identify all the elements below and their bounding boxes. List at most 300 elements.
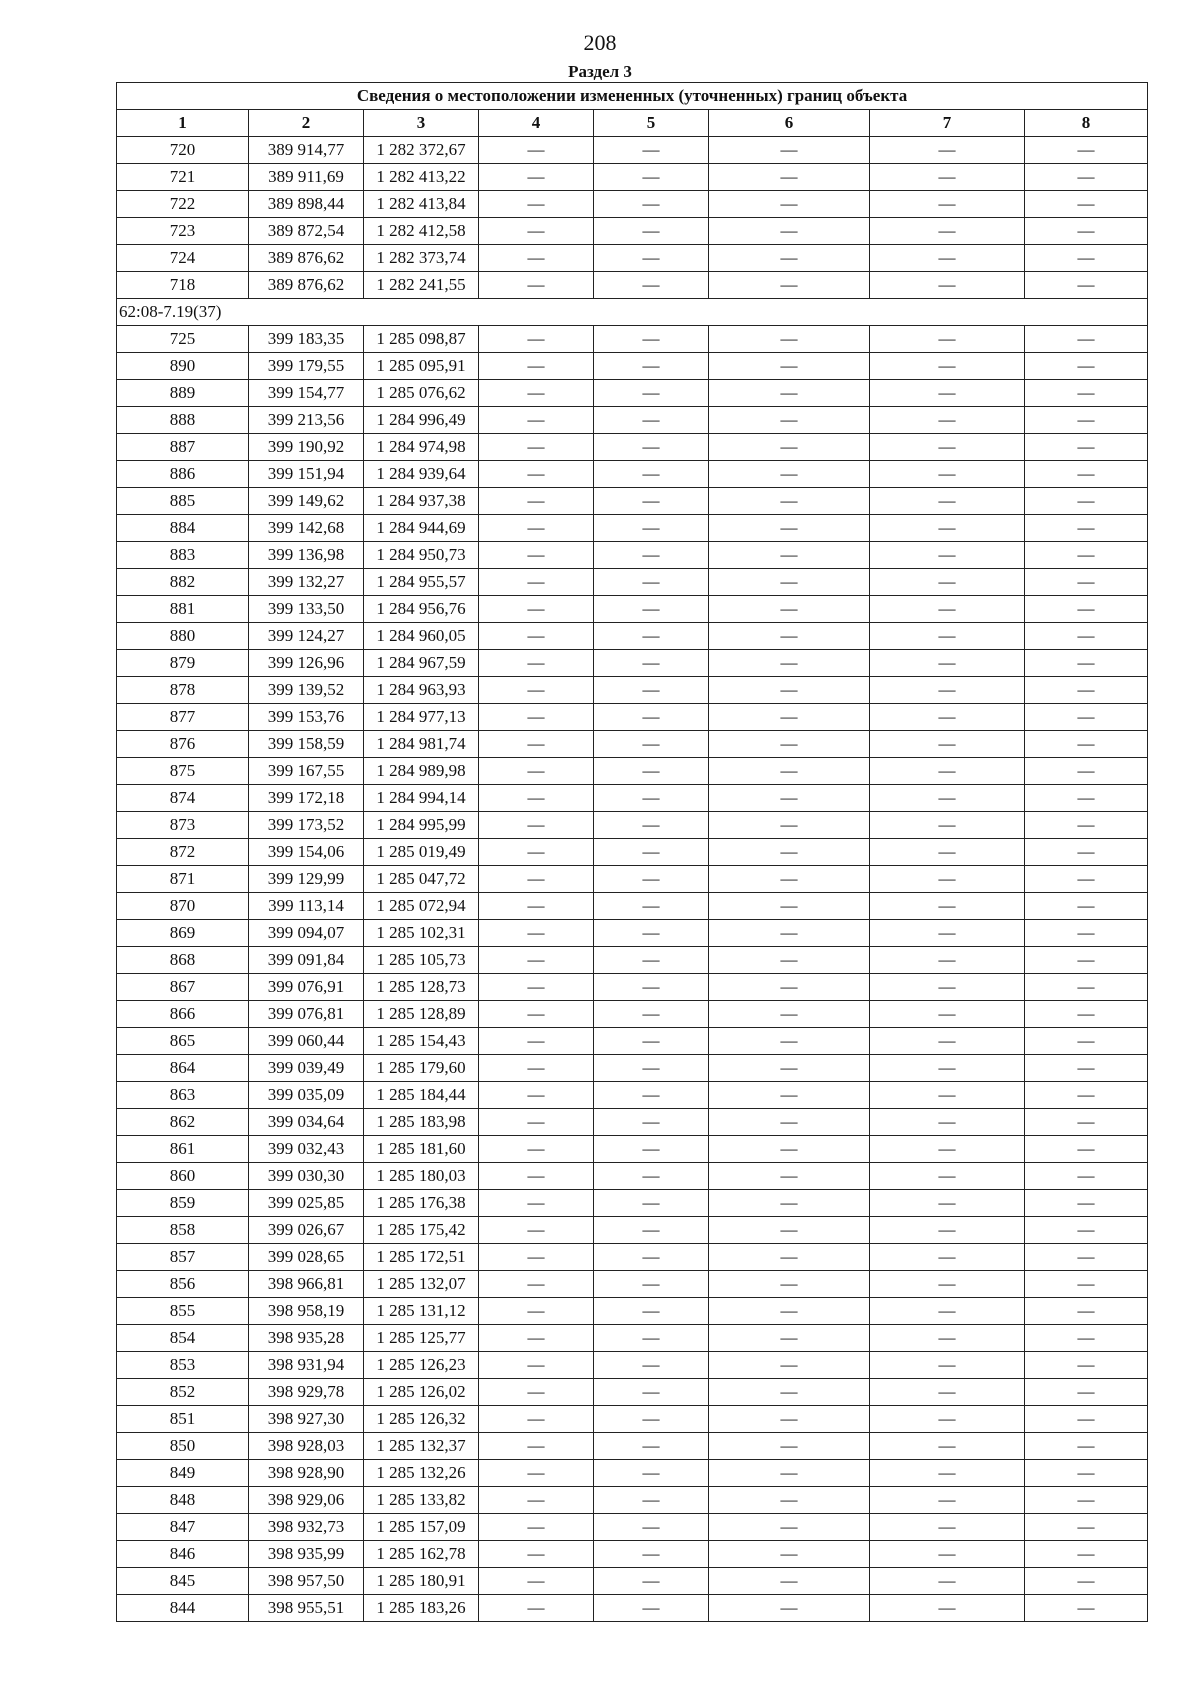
dash-cell: —: [1025, 353, 1148, 380]
dash-cell: —: [870, 623, 1025, 650]
dash-cell: —: [479, 137, 594, 164]
dash-cell: —: [870, 272, 1025, 299]
x-coordinate-cell: 399 094,07: [249, 920, 364, 947]
point-number-cell: 886: [117, 461, 249, 488]
dash-cell: —: [594, 515, 709, 542]
x-coordinate-cell: 399 136,98: [249, 542, 364, 569]
point-number-cell: 889: [117, 380, 249, 407]
dash-cell: —: [709, 1406, 870, 1433]
y-coordinate-cell: 1 282 372,67: [364, 137, 479, 164]
dash-cell: —: [1025, 1244, 1148, 1271]
dash-cell: —: [870, 380, 1025, 407]
dash-cell: —: [870, 1460, 1025, 1487]
dash-cell: —: [709, 1028, 870, 1055]
dash-cell: —: [479, 839, 594, 866]
point-number-cell: 876: [117, 731, 249, 758]
dash-cell: —: [1025, 1541, 1148, 1568]
y-coordinate-cell: 1 284 939,64: [364, 461, 479, 488]
dash-cell: —: [709, 812, 870, 839]
dash-cell: —: [870, 758, 1025, 785]
point-number-cell: 875: [117, 758, 249, 785]
dash-cell: —: [870, 434, 1025, 461]
dash-cell: —: [709, 839, 870, 866]
y-coordinate-cell: 1 285 183,98: [364, 1109, 479, 1136]
dash-cell: —: [594, 164, 709, 191]
dash-cell: —: [1025, 893, 1148, 920]
table-row: [117, 164, 1148, 191]
dash-cell: —: [594, 407, 709, 434]
x-coordinate-cell: 389 914,77: [249, 137, 364, 164]
dash-cell: —: [1025, 164, 1148, 191]
dash-cell: —: [594, 326, 709, 353]
y-coordinate-cell: 1 285 175,42: [364, 1217, 479, 1244]
point-number-cell: 890: [117, 353, 249, 380]
dash-cell: —: [870, 488, 1025, 515]
table-title-row: [117, 83, 1148, 110]
dash-cell: —: [1025, 866, 1148, 893]
dash-cell: —: [709, 866, 870, 893]
group-separator: [117, 299, 1148, 326]
point-number-cell: 873: [117, 812, 249, 839]
dash-cell: —: [870, 1028, 1025, 1055]
x-coordinate-cell: 398 955,51: [249, 1595, 364, 1622]
dash-cell: —: [594, 1541, 709, 1568]
dash-cell: —: [709, 164, 870, 191]
dash-cell: —: [479, 1055, 594, 1082]
rows-group-37: [117, 326, 1148, 1622]
dash-cell: —: [870, 812, 1025, 839]
dash-cell: —: [594, 1109, 709, 1136]
dash-cell: —: [870, 218, 1025, 245]
dash-cell: —: [709, 272, 870, 299]
column-header: 3: [364, 110, 479, 137]
dash-cell: —: [1025, 488, 1148, 515]
point-number-cell: 851: [117, 1406, 249, 1433]
table-row: [117, 1217, 1148, 1244]
point-number-cell: 725: [117, 326, 249, 353]
dash-cell: —: [479, 947, 594, 974]
dash-cell: —: [870, 1190, 1025, 1217]
page-number: 208: [583, 30, 617, 55]
x-coordinate-cell: 389 911,69: [249, 164, 364, 191]
x-coordinate-cell: 389 872,54: [249, 218, 364, 245]
dash-cell: —: [1025, 137, 1148, 164]
point-number-cell: 887: [117, 434, 249, 461]
dash-cell: —: [479, 1082, 594, 1109]
y-coordinate-cell: 1 284 950,73: [364, 542, 479, 569]
dash-cell: —: [594, 947, 709, 974]
coordinates-table: [116, 82, 1148, 1622]
dash-cell: —: [1025, 218, 1148, 245]
column-header: 5: [594, 110, 709, 137]
dash-cell: —: [1025, 542, 1148, 569]
point-number-cell: 858: [117, 1217, 249, 1244]
dash-cell: —: [479, 1298, 594, 1325]
table-row: [117, 839, 1148, 866]
point-number-cell: 846: [117, 1541, 249, 1568]
y-coordinate-cell: 1 284 944,69: [364, 515, 479, 542]
dash-cell: —: [870, 839, 1025, 866]
point-number-cell: 870: [117, 893, 249, 920]
x-coordinate-cell: 398 935,28: [249, 1325, 364, 1352]
y-coordinate-cell: 1 285 098,87: [364, 326, 479, 353]
table-row: [117, 569, 1148, 596]
dash-cell: —: [1025, 1271, 1148, 1298]
y-coordinate-cell: 1 284 960,05: [364, 623, 479, 650]
dash-cell: —: [870, 1055, 1025, 1082]
y-coordinate-cell: 1 284 937,38: [364, 488, 479, 515]
dash-cell: —: [870, 1541, 1025, 1568]
table-row: [117, 1136, 1148, 1163]
column-header: 1: [117, 110, 249, 137]
x-coordinate-cell: 389 876,62: [249, 245, 364, 272]
point-number-cell: 868: [117, 947, 249, 974]
dash-cell: —: [870, 1433, 1025, 1460]
table-row: [117, 272, 1148, 299]
table-row: [117, 1028, 1148, 1055]
dash-cell: —: [594, 1595, 709, 1622]
x-coordinate-cell: 399 173,52: [249, 812, 364, 839]
table-row: [117, 1352, 1148, 1379]
point-number-cell: 844: [117, 1595, 249, 1622]
dash-cell: —: [479, 1001, 594, 1028]
point-number-cell: 871: [117, 866, 249, 893]
dash-cell: —: [594, 137, 709, 164]
x-coordinate-cell: 399 060,44: [249, 1028, 364, 1055]
dash-cell: —: [479, 677, 594, 704]
dash-cell: —: [1025, 1001, 1148, 1028]
x-coordinate-cell: 399 213,56: [249, 407, 364, 434]
dash-cell: —: [870, 1109, 1025, 1136]
dash-cell: —: [479, 650, 594, 677]
point-number-cell: 879: [117, 650, 249, 677]
dash-cell: —: [1025, 272, 1148, 299]
table-row: [117, 1406, 1148, 1433]
point-number-cell: 872: [117, 839, 249, 866]
dash-cell: —: [709, 326, 870, 353]
y-coordinate-cell: 1 284 996,49: [364, 407, 479, 434]
dash-cell: —: [870, 947, 1025, 974]
point-number-cell: 888: [117, 407, 249, 434]
dash-cell: —: [870, 407, 1025, 434]
dash-cell: —: [709, 893, 870, 920]
dash-cell: —: [709, 677, 870, 704]
dash-cell: —: [479, 1514, 594, 1541]
group-label: 62:08-7.19(37): [117, 299, 1148, 326]
dash-cell: —: [479, 812, 594, 839]
point-number-cell: 863: [117, 1082, 249, 1109]
table-row: [117, 1460, 1148, 1487]
dash-cell: —: [870, 785, 1025, 812]
y-coordinate-cell: 1 285 133,82: [364, 1487, 479, 1514]
point-number-cell: 723: [117, 218, 249, 245]
dash-cell: —: [870, 542, 1025, 569]
x-coordinate-cell: 399 124,27: [249, 623, 364, 650]
table-row: [117, 1514, 1148, 1541]
dash-cell: —: [594, 245, 709, 272]
table-row: [117, 542, 1148, 569]
dash-cell: —: [709, 974, 870, 1001]
dash-cell: —: [1025, 731, 1148, 758]
dash-cell: —: [479, 434, 594, 461]
y-coordinate-cell: 1 285 047,72: [364, 866, 479, 893]
y-coordinate-cell: 1 282 413,84: [364, 191, 479, 218]
point-number-cell: 720: [117, 137, 249, 164]
table-row: [117, 407, 1148, 434]
dash-cell: —: [479, 704, 594, 731]
table-row: [117, 785, 1148, 812]
table-row: [117, 704, 1148, 731]
dash-cell: —: [870, 1406, 1025, 1433]
table-row: [117, 1055, 1148, 1082]
dash-cell: —: [479, 461, 594, 488]
group-row: [117, 299, 1148, 326]
dash-cell: —: [870, 326, 1025, 353]
dash-cell: —: [1025, 1136, 1148, 1163]
dash-cell: —: [709, 704, 870, 731]
dash-cell: —: [1025, 1082, 1148, 1109]
dash-cell: —: [1025, 1163, 1148, 1190]
x-coordinate-cell: 398 966,81: [249, 1271, 364, 1298]
dash-cell: —: [594, 1163, 709, 1190]
column-header-row: [117, 110, 1148, 137]
dash-cell: —: [870, 1001, 1025, 1028]
dash-cell: —: [479, 893, 594, 920]
dash-cell: —: [1025, 191, 1148, 218]
dash-cell: —: [479, 1487, 594, 1514]
dash-cell: —: [594, 1244, 709, 1271]
dash-cell: —: [594, 839, 709, 866]
dash-cell: —: [709, 1595, 870, 1622]
column-header: 4: [479, 110, 594, 137]
table-row: [117, 731, 1148, 758]
dash-cell: —: [1025, 569, 1148, 596]
dash-cell: —: [870, 1217, 1025, 1244]
y-coordinate-cell: 1 285 072,94: [364, 893, 479, 920]
column-header: 6: [709, 110, 870, 137]
y-coordinate-cell: 1 285 132,07: [364, 1271, 479, 1298]
dash-cell: —: [594, 1001, 709, 1028]
dash-cell: —: [479, 866, 594, 893]
point-number-cell: 869: [117, 920, 249, 947]
dash-cell: —: [479, 353, 594, 380]
y-coordinate-cell: 1 284 955,57: [364, 569, 479, 596]
dash-cell: —: [1025, 785, 1148, 812]
table-row: [117, 191, 1148, 218]
y-coordinate-cell: 1 285 095,91: [364, 353, 479, 380]
dash-cell: —: [870, 164, 1025, 191]
table-row: [117, 893, 1148, 920]
dash-cell: —: [709, 947, 870, 974]
x-coordinate-cell: 399 149,62: [249, 488, 364, 515]
dash-cell: —: [709, 1568, 870, 1595]
y-coordinate-cell: 1 284 995,99: [364, 812, 479, 839]
dash-cell: —: [870, 515, 1025, 542]
x-coordinate-cell: 399 126,96: [249, 650, 364, 677]
y-coordinate-cell: 1 285 131,12: [364, 1298, 479, 1325]
dash-cell: —: [479, 245, 594, 272]
dash-cell: —: [1025, 1568, 1148, 1595]
dash-cell: —: [479, 1244, 594, 1271]
dash-cell: —: [1025, 1028, 1148, 1055]
x-coordinate-cell: 399 190,92: [249, 434, 364, 461]
x-coordinate-cell: 398 929,06: [249, 1487, 364, 1514]
dash-cell: —: [594, 272, 709, 299]
table-row: [117, 326, 1148, 353]
dash-cell: —: [479, 785, 594, 812]
dash-cell: —: [1025, 1217, 1148, 1244]
table-row: [117, 434, 1148, 461]
x-coordinate-cell: 399 028,65: [249, 1244, 364, 1271]
dash-cell: —: [709, 623, 870, 650]
dash-cell: —: [709, 1325, 870, 1352]
dash-cell: —: [479, 1568, 594, 1595]
table-row: [117, 623, 1148, 650]
dash-cell: —: [870, 1244, 1025, 1271]
dash-cell: —: [594, 218, 709, 245]
dash-cell: —: [1025, 380, 1148, 407]
dash-cell: —: [870, 1379, 1025, 1406]
table-row: [117, 1190, 1148, 1217]
table-row: [117, 1433, 1148, 1460]
y-coordinate-cell: 1 284 956,76: [364, 596, 479, 623]
x-coordinate-cell: 398 927,30: [249, 1406, 364, 1433]
y-coordinate-cell: 1 284 963,93: [364, 677, 479, 704]
dash-cell: —: [870, 1568, 1025, 1595]
y-coordinate-cell: 1 285 019,49: [364, 839, 479, 866]
dash-cell: —: [594, 866, 709, 893]
dash-cell: —: [594, 785, 709, 812]
dash-cell: —: [709, 650, 870, 677]
dash-cell: —: [1025, 920, 1148, 947]
dash-cell: —: [870, 1082, 1025, 1109]
x-coordinate-cell: 398 931,94: [249, 1352, 364, 1379]
dash-cell: —: [870, 137, 1025, 164]
dash-cell: —: [594, 920, 709, 947]
point-number-cell: 850: [117, 1433, 249, 1460]
dash-cell: —: [594, 191, 709, 218]
dash-cell: —: [1025, 704, 1148, 731]
point-number-cell: 880: [117, 623, 249, 650]
dash-cell: —: [709, 785, 870, 812]
x-coordinate-cell: 399 026,67: [249, 1217, 364, 1244]
dash-cell: —: [479, 1379, 594, 1406]
table-row: [117, 380, 1148, 407]
dash-cell: —: [594, 1082, 709, 1109]
dash-cell: —: [709, 218, 870, 245]
dash-cell: —: [479, 731, 594, 758]
dash-cell: —: [479, 974, 594, 1001]
x-coordinate-cell: 389 898,44: [249, 191, 364, 218]
dash-cell: —: [479, 1190, 594, 1217]
dash-cell: —: [479, 164, 594, 191]
dash-cell: —: [870, 1298, 1025, 1325]
y-coordinate-cell: 1 284 994,14: [364, 785, 479, 812]
dash-cell: —: [1025, 1298, 1148, 1325]
dash-cell: —: [594, 1406, 709, 1433]
dash-cell: —: [1025, 1109, 1148, 1136]
x-coordinate-cell: 399 039,49: [249, 1055, 364, 1082]
x-coordinate-cell: 399 076,81: [249, 1001, 364, 1028]
dash-cell: —: [709, 407, 870, 434]
x-coordinate-cell: 399 142,68: [249, 515, 364, 542]
dash-cell: —: [709, 245, 870, 272]
dash-cell: —: [709, 1163, 870, 1190]
table-row: [117, 1487, 1148, 1514]
table-row: [117, 677, 1148, 704]
y-coordinate-cell: 1 285 154,43: [364, 1028, 479, 1055]
dash-cell: —: [709, 137, 870, 164]
dash-cell: —: [479, 1136, 594, 1163]
table-row: [117, 218, 1148, 245]
dash-cell: —: [1025, 839, 1148, 866]
dash-cell: —: [594, 1568, 709, 1595]
dash-cell: —: [594, 1190, 709, 1217]
dash-cell: —: [870, 650, 1025, 677]
dash-cell: —: [479, 1028, 594, 1055]
dash-cell: —: [479, 515, 594, 542]
column-header: 7: [870, 110, 1025, 137]
dash-cell: —: [709, 1055, 870, 1082]
table-row: [117, 1541, 1148, 1568]
dash-cell: —: [1025, 326, 1148, 353]
point-number-cell: 881: [117, 596, 249, 623]
dash-cell: —: [594, 1136, 709, 1163]
point-number-cell: 718: [117, 272, 249, 299]
x-coordinate-cell: 399 133,50: [249, 596, 364, 623]
dash-cell: —: [479, 623, 594, 650]
dash-cell: —: [594, 731, 709, 758]
y-coordinate-cell: 1 285 183,26: [364, 1595, 479, 1622]
point-number-cell: 721: [117, 164, 249, 191]
table-row: [117, 650, 1148, 677]
dash-cell: —: [709, 569, 870, 596]
dash-cell: —: [594, 1487, 709, 1514]
x-coordinate-cell: 399 154,77: [249, 380, 364, 407]
dash-cell: —: [709, 353, 870, 380]
point-number-cell: 884: [117, 515, 249, 542]
dash-cell: —: [1025, 1595, 1148, 1622]
dash-cell: —: [479, 1352, 594, 1379]
dash-cell: —: [870, 1352, 1025, 1379]
dash-cell: —: [479, 1163, 594, 1190]
point-number-cell: 854: [117, 1325, 249, 1352]
dash-cell: —: [1025, 1190, 1148, 1217]
dash-cell: —: [479, 191, 594, 218]
table-row: [117, 1298, 1148, 1325]
dash-cell: —: [479, 1271, 594, 1298]
dash-cell: —: [1025, 1055, 1148, 1082]
point-number-cell: 845: [117, 1568, 249, 1595]
point-number-cell: 849: [117, 1460, 249, 1487]
dash-cell: —: [709, 920, 870, 947]
y-coordinate-cell: 1 284 974,98: [364, 434, 479, 461]
dash-cell: —: [594, 488, 709, 515]
x-coordinate-cell: 398 928,03: [249, 1433, 364, 1460]
dash-cell: —: [594, 353, 709, 380]
x-coordinate-cell: 399 035,09: [249, 1082, 364, 1109]
dash-cell: —: [594, 1352, 709, 1379]
point-number-cell: 866: [117, 1001, 249, 1028]
table-row: [117, 488, 1148, 515]
dash-cell: —: [479, 1325, 594, 1352]
dash-cell: —: [594, 1217, 709, 1244]
x-coordinate-cell: 399 167,55: [249, 758, 364, 785]
point-number-cell: 724: [117, 245, 249, 272]
dash-cell: —: [709, 1217, 870, 1244]
dash-cell: —: [1025, 245, 1148, 272]
dash-cell: —: [479, 380, 594, 407]
